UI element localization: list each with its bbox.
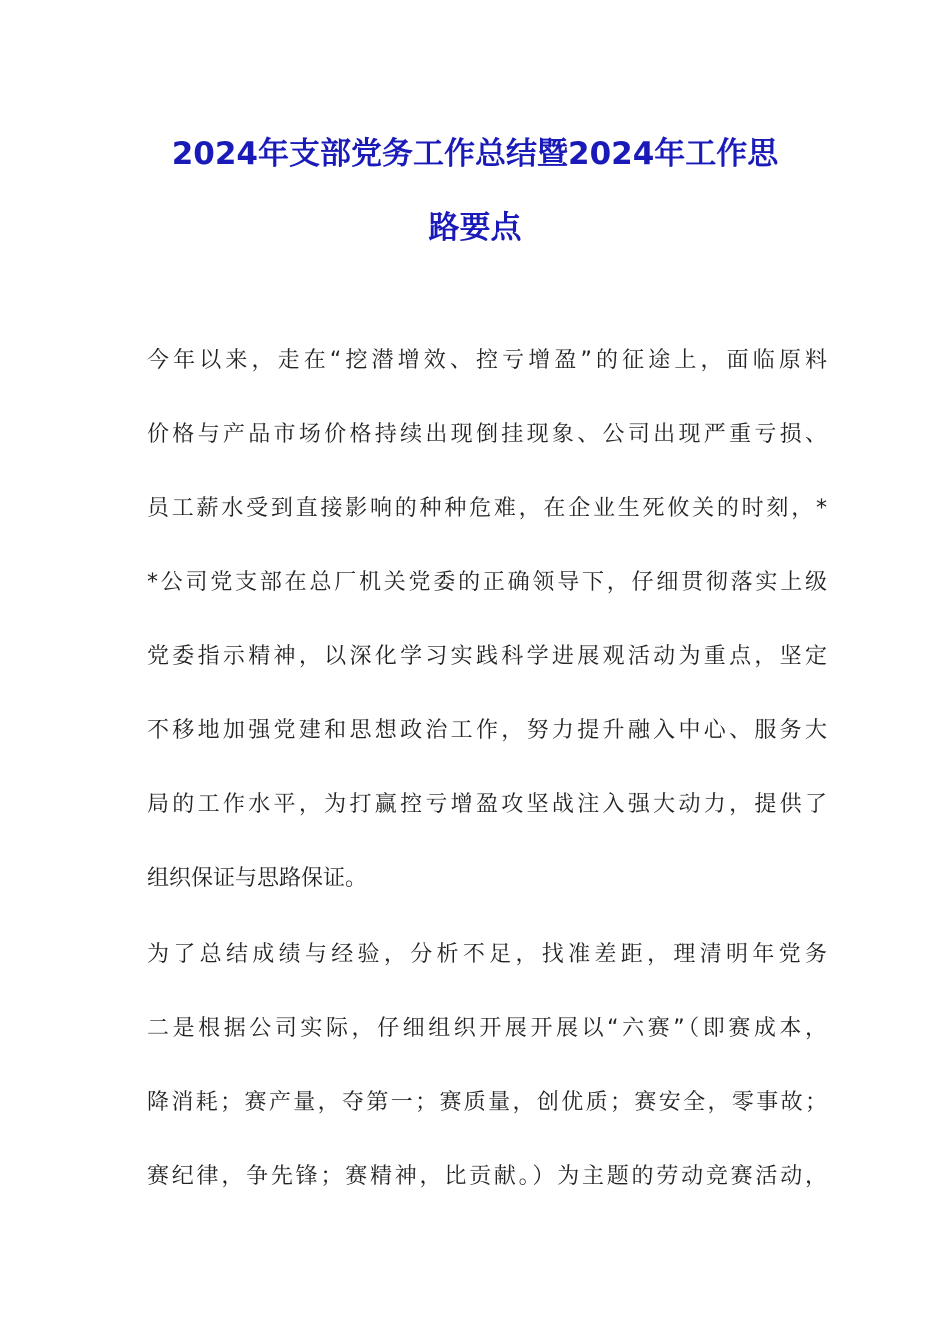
- paragraph-2-line-4: 赛纪律，争先锋；赛精神，比贡献。）为主题的劳动竞赛活动，: [147, 1164, 827, 1189]
- document-title-line-2: 路要点: [428, 210, 522, 246]
- paragraph-1-line-1: 今年以来，走在“挖潜增效、控亏增盈”的征途上，面临原料: [147, 348, 827, 373]
- paragraph-2-line-3: 降消耗；赛产量，夺第一；赛质量，创优质；赛安全，零事故；: [147, 1090, 827, 1115]
- paragraph-2-line-2: 二是根据公司实际，仔细组织开展开展以“六赛”（即赛成本，: [147, 1016, 827, 1041]
- paragraph-1-line-4: *公司党支部在总厂机关党委的正确领导下，仔细贯彻落实上级: [147, 570, 827, 595]
- paragraph-1-line-3: 员工薪水受到直接影响的种种危难，在企业生死攸关的时刻，*: [147, 496, 827, 521]
- paragraph-1-line-2: 价格与产品市场价格持续出现倒挂现象、公司出现严重亏损、: [147, 422, 827, 447]
- paragraph-1-line-7: 局的工作水平，为打赢控亏增盈攻坚战注入强大动力，提供了: [147, 792, 827, 817]
- paragraph-2-line-1: 为了总结成绩与经验，分析不足，找准差距，理清明年党务: [147, 942, 827, 967]
- document-title-line-1: 2024年支部党务工作总结暨2024年工作思: [171, 136, 779, 172]
- paragraph-1-line-6: 不移地加强党建和思想政治工作，努力提升融入中心、服务大: [147, 718, 827, 743]
- paragraph-1-line-8: 组织保证与思路保证。: [147, 866, 368, 891]
- paragraph-1-line-5: 党委指示精神，以深化学习实践科学进展观活动为重点，坚定: [147, 644, 827, 669]
